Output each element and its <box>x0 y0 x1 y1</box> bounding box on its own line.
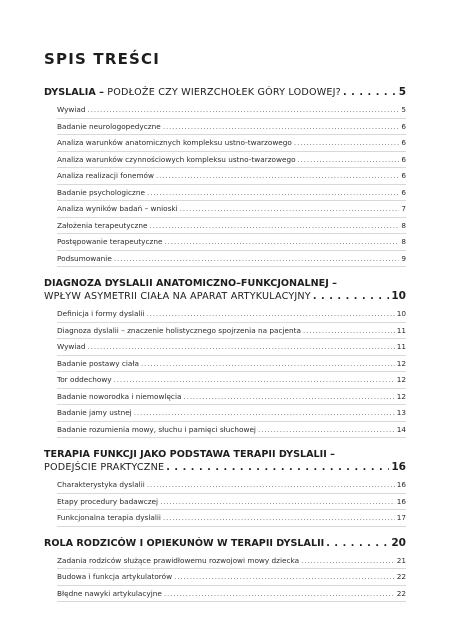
entry-label: Wywiad <box>57 342 86 351</box>
section-heading[interactable] <box>44 448 406 474</box>
toc-entry[interactable] <box>57 510 406 527</box>
entry-label: Budowa i funkcja artykulatorów <box>57 572 173 581</box>
toc-entry[interactable] <box>57 372 406 389</box>
entry-label: Badanie rozumienia mowy, słuchu i pamięci słuchowej <box>57 424 256 434</box>
section-page-number: 20 <box>391 536 406 549</box>
toc-entry[interactable] <box>57 234 406 251</box>
section-page-number: 10 <box>391 290 406 302</box>
toc-entry[interactable] <box>57 494 406 511</box>
leader-dots <box>303 323 395 339</box>
leader-dots <box>160 494 395 510</box>
leader-dots <box>134 405 395 421</box>
leader-dots <box>183 389 394 405</box>
entry-label: Analiza warunków anatomicznych kompleksu ustno-twarzowego <box>57 138 292 147</box>
entry-label: Zadania rodziców służące prawidłowemu rozwojowi mowy dziecka <box>57 555 300 565</box>
section-title-bold: DIAGNOZA DYSLALII ANATOMICZNO–FUNKCJONALNEJ – <box>44 278 337 289</box>
leader-dots <box>294 135 399 151</box>
section-heading[interactable] <box>44 86 406 99</box>
entry-page-number: 6 <box>401 154 406 164</box>
leader-dots <box>180 201 400 217</box>
leader-dots <box>147 477 395 493</box>
section-title-bold: TERAPIA FUNKCJI JAKO PODSTAWA TERAPII DYSLALII – <box>44 449 335 460</box>
leader-dots <box>147 185 399 201</box>
section-title-bold: DYSLALIA – <box>44 87 108 98</box>
entry-label: Definicja i formy dyslalii <box>57 309 145 318</box>
toc-entry[interactable] <box>57 119 406 136</box>
entry-page-number: 11 <box>396 342 406 351</box>
toc-entry[interactable] <box>57 218 406 235</box>
entry-page-number: 6 <box>401 171 406 180</box>
entry-page-number: 12 <box>396 358 406 368</box>
entry-page-number: 5 <box>401 105 406 114</box>
leader-dots <box>114 372 395 388</box>
entry-page-number: 14 <box>396 424 406 434</box>
section-title-bold: ROLA RODZICÓW I OPIEKUNÓW W TERAPII DYSLALII <box>44 537 325 549</box>
entry-page-number: 9 <box>401 253 406 263</box>
leader-dots <box>164 586 395 602</box>
leader-dots <box>166 461 389 474</box>
entry-label: Wywiad <box>57 105 86 114</box>
toc-entry[interactable] <box>57 251 406 268</box>
section-entries <box>44 553 406 603</box>
toc-section-3 <box>44 448 406 527</box>
entry-page-number: 16 <box>396 480 406 489</box>
toc-entry[interactable] <box>57 356 406 373</box>
entry-label: Badanie psychologiczne <box>57 187 146 197</box>
section-page-number: 16 <box>391 461 406 473</box>
section-title-light: WPŁYW ASYMETRII CIAŁA NA APARAT ARTYKULACYJNY <box>44 291 311 302</box>
section-title-light: PODŁOŻE CZY WIERZCHOŁEK GÓRY LODOWEJ? <box>107 87 341 98</box>
toc-entry[interactable] <box>57 339 406 356</box>
entry-page-number: 6 <box>401 138 406 147</box>
entry-page-number: 11 <box>396 325 406 335</box>
entry-page-number: 6 <box>401 121 406 131</box>
entry-label: Analiza wyników badań – wnioski <box>57 204 178 213</box>
toc-section-1 <box>44 86 406 267</box>
entry-page-number: 16 <box>396 496 406 506</box>
toc-entry[interactable] <box>57 135 406 152</box>
section-page-number: 5 <box>398 86 406 98</box>
entry-label: Badanie jamy ustnej <box>57 408 132 417</box>
leader-dots <box>163 510 395 526</box>
leader-dots <box>164 234 399 250</box>
toc-entry[interactable] <box>57 405 406 422</box>
section-entries <box>44 102 406 267</box>
toc-section-2 <box>44 277 406 438</box>
toc-title: SPIS TREŚCI <box>44 50 161 68</box>
toc-entry[interactable] <box>57 201 406 218</box>
leader-dots <box>258 422 395 438</box>
entry-page-number: 12 <box>396 391 406 401</box>
entry-page-number: 6 <box>401 187 406 197</box>
toc-entry[interactable] <box>57 168 406 185</box>
toc-entry[interactable] <box>57 306 406 323</box>
leader-dots <box>163 119 400 135</box>
entry-label: Badanie noworodka i niemowlęcia <box>57 391 182 401</box>
entry-page-number: 10 <box>396 309 406 318</box>
entry-page-number: 8 <box>401 220 406 230</box>
toc-entry[interactable] <box>57 569 406 586</box>
leader-dots <box>88 339 395 355</box>
entry-page-number: 12 <box>396 375 406 384</box>
section-heading[interactable] <box>44 537 406 550</box>
entry-label: Diagnoza dyslalii – znaczenie holistycznego spojrzenia na pacjenta <box>57 325 301 335</box>
leader-dots <box>141 356 395 372</box>
leader-dots <box>301 553 395 569</box>
toc-entry[interactable] <box>57 477 406 494</box>
leader-dots <box>343 86 397 99</box>
entry-label: Podsumowanie <box>57 253 112 263</box>
leader-dots <box>156 168 399 184</box>
entry-label: Analiza realizacji fonemów <box>57 171 154 180</box>
toc-entry[interactable] <box>57 389 406 406</box>
entry-page-number: 17 <box>396 513 406 522</box>
toc-entry[interactable] <box>57 553 406 570</box>
entry-label: Charakterystyka dyslalii <box>57 480 145 489</box>
leader-dots <box>114 251 400 267</box>
section-entries <box>44 477 406 527</box>
entry-label: Postępowanie terapeutyczne <box>57 237 163 246</box>
toc-entry[interactable] <box>57 152 406 169</box>
toc-entry[interactable] <box>57 185 406 202</box>
entry-label: Tor oddechowy <box>57 375 112 384</box>
toc-entry[interactable] <box>57 586 406 603</box>
entry-page-number: 21 <box>396 555 406 565</box>
entry-page-number: 22 <box>396 588 406 598</box>
leader-dots <box>88 102 400 118</box>
toc-entry[interactable] <box>57 102 406 119</box>
entry-page-number: 13 <box>396 408 406 417</box>
section-title-light: PODEJŚCIE PRAKTYCZNE <box>44 462 165 473</box>
section-heading[interactable] <box>44 277 406 303</box>
leader-dots <box>298 152 400 168</box>
leader-dots <box>147 306 395 322</box>
entry-page-number: 22 <box>396 572 406 581</box>
leader-dots <box>313 290 390 303</box>
toc-section-4 <box>44 537 406 603</box>
section-entries <box>44 306 406 438</box>
leader-dots <box>149 218 399 234</box>
entry-label: Etapy procedury badawczej <box>57 496 159 506</box>
entry-page-number: 8 <box>401 237 406 246</box>
entry-label: Funkcjonalna terapia dyslalii <box>57 513 161 522</box>
leader-dots <box>174 569 395 585</box>
entry-label: Analiza warunków czynnościowych kompleksu ustno-twarzowego <box>57 154 296 164</box>
entry-label: Badanie neurologopedyczne <box>57 121 161 131</box>
entry-label: Założenia terapeutyczne <box>57 220 148 230</box>
entry-label: Błędne nawyki artykulacyjne <box>57 588 162 598</box>
entry-label: Badanie postawy ciała <box>57 358 139 368</box>
entry-page-number: 7 <box>401 204 406 213</box>
toc-sections <box>44 86 406 612</box>
toc-entry[interactable] <box>57 422 406 439</box>
toc-entry[interactable] <box>57 323 406 340</box>
leader-dots <box>326 537 389 550</box>
